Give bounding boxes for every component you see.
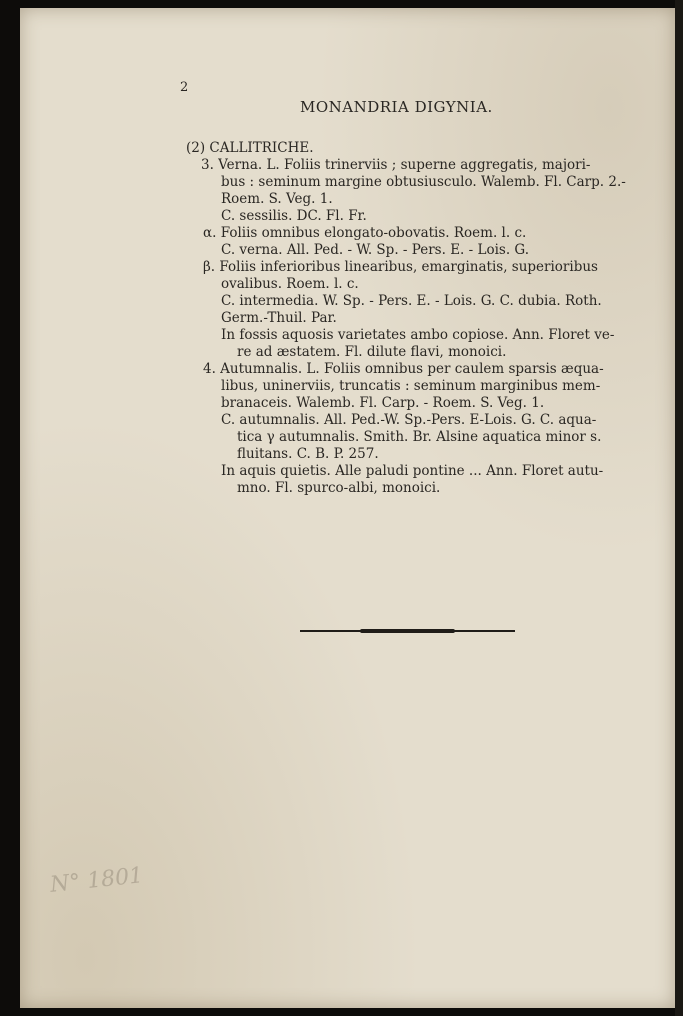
text-line: fluitans. C. B. P. 257.: [237, 446, 379, 462]
text-line: Roem. S. Veg. 1.: [221, 191, 333, 207]
running-head: MONANDRIA DIGYNIA.: [300, 98, 493, 116]
text-line: In aquis quietis. Alle paludi pontine ... Ann. Floret autu-: [221, 463, 604, 479]
text-line: libus, uninerviis, truncatis : seminum marginibus mem-: [221, 378, 601, 394]
text-line: 4. Autumnalis. L. Foliis omnibus per caulem sparsis æqua-: [203, 361, 604, 377]
text-line: 3. Verna. L. Foliis trinerviis ; superne aggregatis, majori-: [201, 157, 591, 173]
text-line: tica γ autumnalis. Smith. Br. Alsine aquatica minor s.: [237, 429, 602, 445]
text-line: In fossis aquosis varietates ambo copiose. Ann. Floret ve-: [221, 327, 615, 343]
text-line: ovalibus. Roem. l. c.: [221, 276, 359, 292]
text-line: α. Foliis omnibus elongato-obovatis. Roem. l. c.: [203, 225, 527, 241]
text-line: C. verna. All. Ped. - W. Sp. - Pers. E. - Lois. G.: [221, 242, 529, 258]
text-line: branaceis. Walemb. Fl. Carp. - Roem. S. Veg. 1.: [221, 395, 545, 411]
text-line: C. autumnalis. All. Ped.-W. Sp.-Pers. E-Lois. G. C. aqua-: [221, 412, 597, 428]
end-ornament-rule: [300, 630, 515, 632]
book-edge: [675, 0, 683, 1016]
text-line: re ad æstatem. Fl. dilute flavi, monoici.: [237, 344, 507, 360]
text-line: Germ.-Thuil. Par.: [221, 310, 337, 326]
text-line: bus : seminum margine obtusiusculo. Walemb. Fl. Carp. 2.-: [221, 174, 626, 190]
text-line: C. sessilis. DC. Fl. Fr.: [221, 208, 367, 224]
text-line: C. intermedia. W. Sp. - Pers. E. - Lois. G. C. dubia. Roth.: [221, 293, 602, 309]
text-line: mno. Fl. spurco-albi, monoici.: [237, 480, 441, 496]
page-number: 2: [180, 80, 189, 95]
text-line: β. Foliis inferioribus linearibus, emarginatis, superioribus: [203, 259, 598, 275]
genus-heading: (2) CALLITRICHE.: [186, 140, 314, 156]
pencil-annotation: N° 1801: [48, 863, 145, 898]
